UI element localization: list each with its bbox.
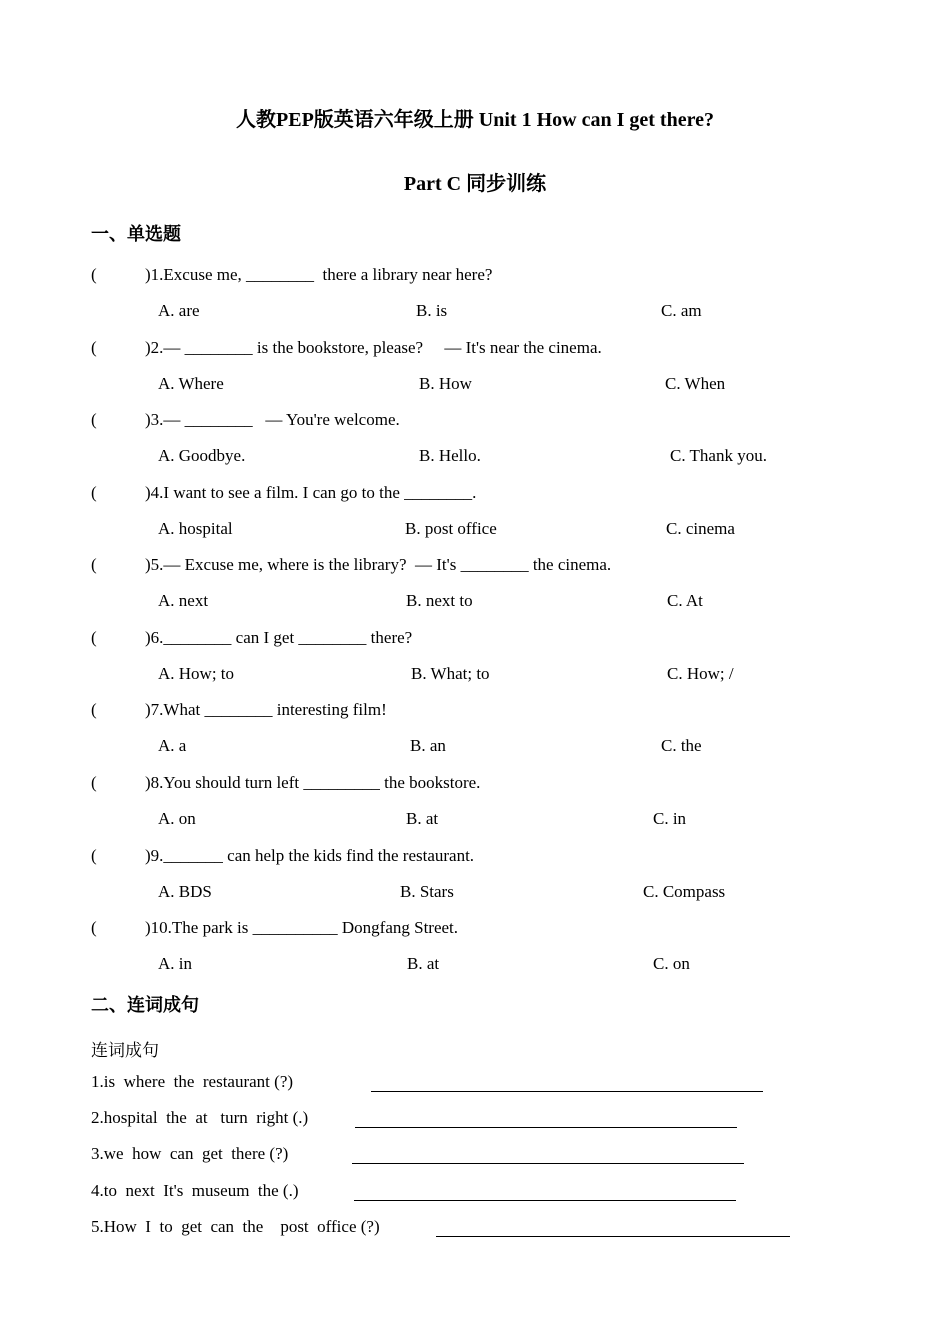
page-title: 人教PEP版英语六年级上册 Unit 1 How can I get there?	[236, 109, 714, 131]
option-b[interactable]: B. is	[416, 301, 448, 320]
answer-paren[interactable]: (	[91, 483, 97, 502]
answer-line[interactable]	[355, 1127, 737, 1128]
answer-paren[interactable]: (	[91, 338, 97, 357]
answer-line[interactable]	[371, 1091, 763, 1092]
option-c[interactable]: C. in	[653, 809, 687, 828]
option-c[interactable]: C. Compass	[643, 882, 726, 901]
option-b[interactable]: B. at	[406, 809, 439, 828]
answer-line[interactable]	[352, 1163, 744, 1164]
answer-paren[interactable]: (	[91, 265, 97, 284]
option-b[interactable]: B. post office	[405, 519, 497, 538]
answer-paren[interactable]: (	[91, 410, 97, 429]
question-stem: )10.The park is __________ Dongfang Street.	[145, 918, 459, 937]
option-b[interactable]: B. How	[419, 374, 472, 393]
answer-paren[interactable]: (	[91, 918, 97, 937]
option-a[interactable]: A. How; to	[158, 664, 235, 683]
answer-line[interactable]	[354, 1200, 736, 1201]
answer-paren[interactable]: (	[91, 700, 97, 719]
option-a[interactable]: A. hospital	[158, 519, 233, 538]
option-b[interactable]: B. at	[407, 954, 440, 973]
question-stem: )3.— ________ — You're welcome.	[145, 410, 400, 429]
page-subtitle: Part C 同步训练	[403, 173, 547, 195]
sentence-item: 2.hospital the at turn right (.)	[91, 1108, 309, 1127]
option-a[interactable]: A. are	[158, 301, 200, 320]
question-stem: )8.You should turn left _________ the bookstore.	[145, 773, 481, 792]
question-stem: )4.I want to see a film. I can go to the ________.	[145, 483, 477, 502]
option-a[interactable]: A. Goodbye.	[158, 446, 246, 465]
answer-paren[interactable]: (	[91, 555, 97, 574]
option-b[interactable]: B. Hello.	[419, 446, 481, 465]
option-a[interactable]: A. next	[158, 591, 209, 610]
option-a[interactable]: A. in	[158, 954, 192, 973]
option-b[interactable]: B. What; to	[411, 664, 490, 683]
answer-line[interactable]	[436, 1236, 790, 1237]
option-c[interactable]: C. Thank you.	[670, 446, 767, 465]
sentence-item: 1.is where the restaurant (?)	[91, 1072, 294, 1091]
section-instruction: 连词成句	[91, 1041, 159, 1060]
option-c[interactable]: C. When	[665, 374, 726, 393]
option-a[interactable]: A. BDS	[158, 882, 212, 901]
option-a[interactable]: A. Where	[158, 374, 224, 393]
section-heading-sentence-building: 二、连词成句	[91, 995, 199, 1015]
option-c[interactable]: C. cinema	[666, 519, 735, 538]
sentence-item: 4.to next It's museum the (.)	[91, 1181, 299, 1200]
sentence-item: 3.we how can get there (?)	[91, 1144, 289, 1163]
answer-paren[interactable]: (	[91, 846, 97, 865]
option-b[interactable]: B. Stars	[400, 882, 454, 901]
option-c[interactable]: C. At	[667, 591, 703, 610]
option-b[interactable]: B. an	[410, 736, 446, 755]
option-a[interactable]: A. a	[158, 736, 187, 755]
option-a[interactable]: A. on	[158, 809, 196, 828]
question-stem: )9._______ can help the kids find the restaurant.	[145, 846, 475, 865]
question-stem: )2.— ________ is the bookstore, please? — It's near the cinema.	[145, 338, 602, 357]
option-c[interactable]: C. am	[661, 301, 702, 320]
question-stem: )5.— Excuse me, where is the library? — It's ________ the cinema.	[145, 555, 612, 574]
answer-paren[interactable]: (	[91, 773, 97, 792]
answer-paren[interactable]: (	[91, 628, 97, 647]
option-b[interactable]: B. next to	[406, 591, 473, 610]
option-c[interactable]: C. the	[661, 736, 702, 755]
sentence-item: 5.How I to get can the post office (?)	[91, 1217, 380, 1236]
option-c[interactable]: C. How; /	[667, 664, 734, 683]
option-c[interactable]: C. on	[653, 954, 690, 973]
question-stem: )6.________ can I get ________ there?	[145, 628, 413, 647]
section-heading-single-choice: 一、单选题	[91, 224, 181, 244]
question-stem: )7.What ________ interesting film!	[145, 700, 387, 719]
question-stem: )1.Excuse me, ________ there a library near here?	[145, 265, 493, 284]
